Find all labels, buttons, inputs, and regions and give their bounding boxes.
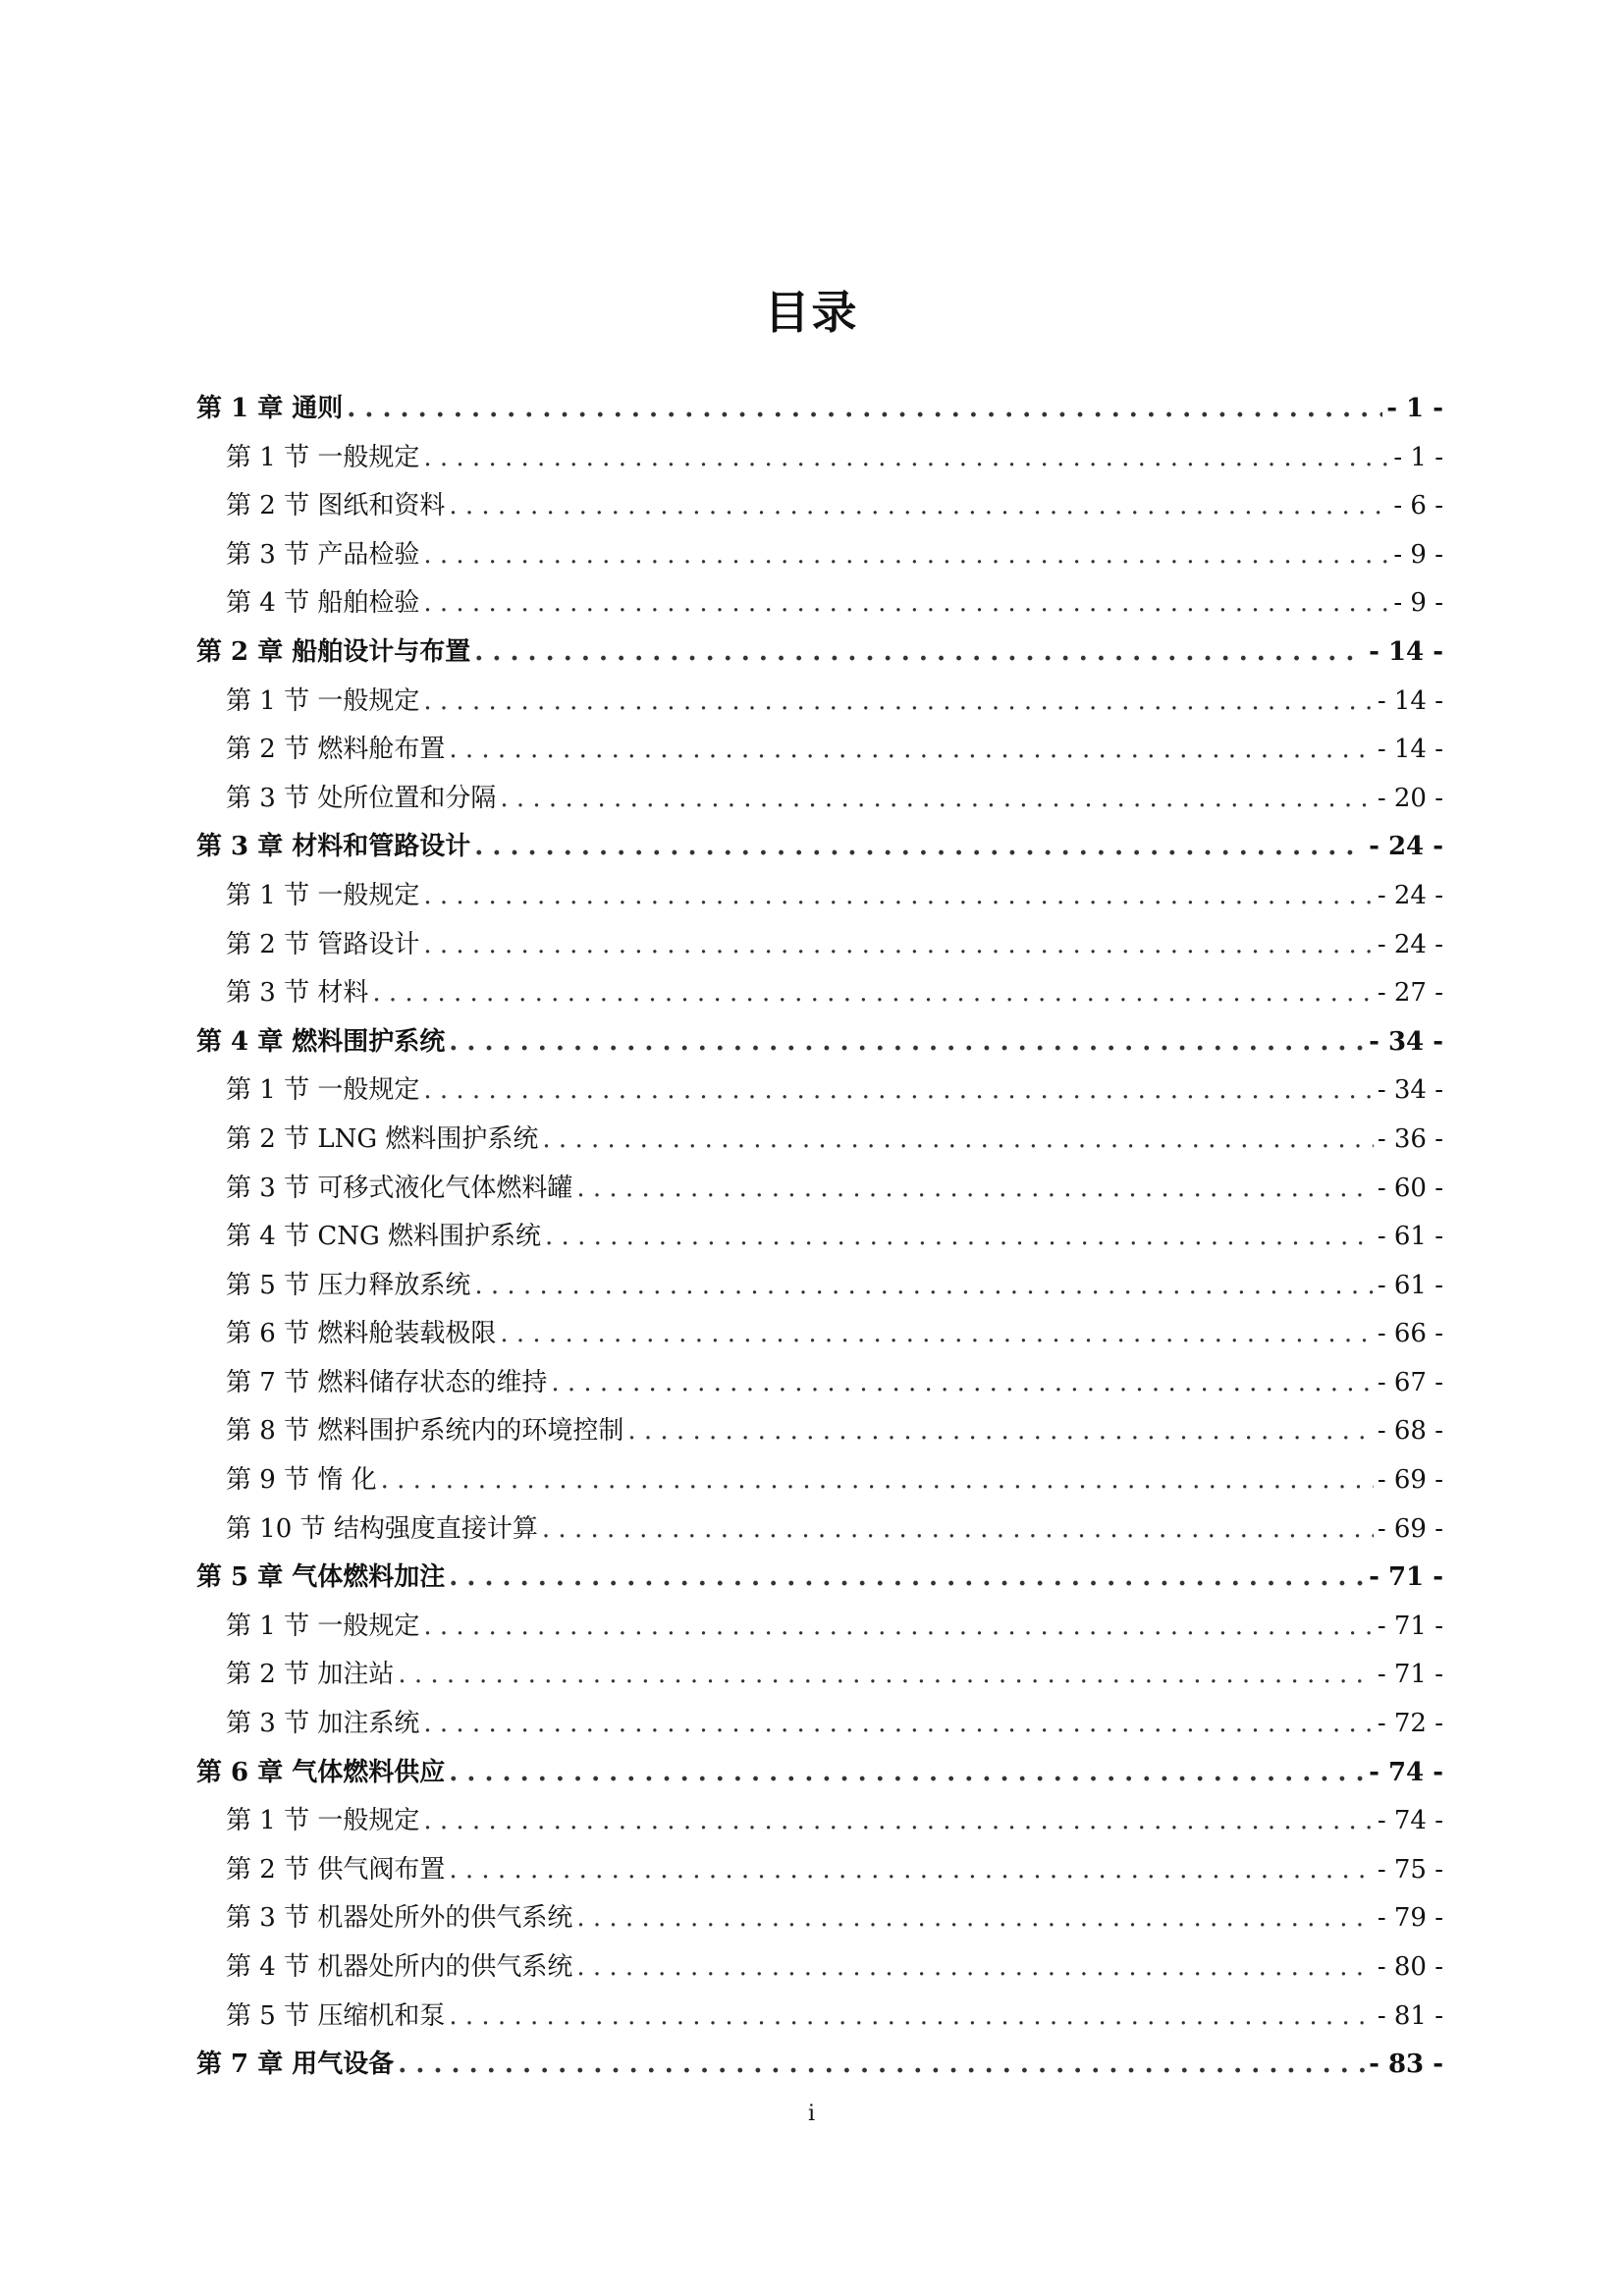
toc-section-entry[interactable]	[196, 1700, 1443, 1749]
toc-dot-leader	[423, 579, 1389, 629]
toc-dot-leader	[423, 531, 1389, 580]
toc-section-entry[interactable]	[196, 1603, 1443, 1652]
toc-entry-page: - 83 -	[1369, 2050, 1443, 2080]
toc-entry-page: - 1 -	[1393, 442, 1443, 472]
toc-entry-page: - 74 -	[1369, 1757, 1443, 1787]
toc-entry-label: 第 2 节 燃料舱布置	[226, 735, 446, 765]
toc-entry-label: 第 4 节 船舶检验	[226, 588, 420, 619]
toc-dot-leader	[449, 1846, 1373, 1895]
toc-dot-leader	[398, 2041, 1365, 2090]
toc-entry-page: - 9 -	[1393, 588, 1443, 619]
toc-entry-label: 第 1 节 一般规定	[226, 1075, 420, 1106]
toc-dot-leader	[542, 1505, 1374, 1555]
toc-entry-page: - 69 -	[1377, 1513, 1443, 1544]
toc-entry-page: - 6 -	[1393, 491, 1443, 521]
toc-entry-page: - 9 -	[1393, 539, 1443, 570]
toc-entry-label: 第 3 节 可移式液化气体燃料罐	[226, 1173, 573, 1203]
toc-entry-page: - 68 -	[1377, 1416, 1443, 1447]
toc-section-entry[interactable]	[196, 1165, 1443, 1214]
toc-section-entry[interactable]	[196, 775, 1443, 824]
toc-entry-page: - 14 -	[1369, 636, 1443, 667]
toc-entry-label: 第 4 章 燃料围护系统	[196, 1026, 446, 1057]
toc-entry-label: 第 2 章 船舶设计与布置	[196, 636, 471, 667]
toc-entry-label: 第 1 节 一般规定	[226, 1611, 420, 1641]
toc-dot-leader	[449, 1018, 1365, 1067]
toc-dot-leader	[423, 1066, 1373, 1116]
toc-section-entry[interactable]	[196, 1262, 1443, 1311]
toc-dot-leader	[474, 1262, 1373, 1311]
toc-entry-page: - 71 -	[1369, 1562, 1443, 1593]
toc-entry-label: 第 7 章 用气设备	[196, 2050, 395, 2080]
toc-dot-leader	[449, 1749, 1365, 1798]
toc-section-entry[interactable]	[196, 921, 1443, 970]
toc-entry-page: - 61 -	[1377, 1270, 1443, 1300]
toc-entry-label: 第 6 章 气体燃料供应	[196, 1757, 446, 1787]
toc-entry-page: - 36 -	[1377, 1123, 1443, 1154]
toc-entry-page: - 20 -	[1377, 783, 1443, 813]
toc-dot-leader	[372, 969, 1373, 1018]
toc-section-entry[interactable]	[196, 1213, 1443, 1262]
toc-dot-leader	[576, 1943, 1373, 1993]
toc-entry-label: 第 2 节 管路设计	[226, 929, 420, 959]
toc-entry-label: 第 3 节 材料	[226, 978, 369, 1009]
toc-section-entry[interactable]	[196, 872, 1443, 921]
toc-entry-label: 第 1 节 一般规定	[226, 442, 420, 472]
toc-entry-page: - 71 -	[1377, 1611, 1443, 1641]
toc-chapter-entry[interactable]	[196, 1554, 1443, 1603]
toc-dot-leader	[474, 629, 1365, 678]
toc-entry-page: - 14 -	[1377, 735, 1443, 765]
page-title: 目录	[764, 286, 859, 339]
toc-entry-label: 第 1 节 一般规定	[226, 685, 420, 716]
toc-chapter-entry[interactable]	[196, 1749, 1443, 1798]
toc-section-entry[interactable]	[196, 531, 1443, 580]
toc-entry-page: - 71 -	[1377, 1660, 1443, 1690]
toc-entry-label: 第 3 章 材料和管路设计	[196, 832, 471, 862]
toc-dot-leader	[381, 1456, 1374, 1505]
toc-entry-label: 第 6 节 燃料舱装载极限	[226, 1319, 497, 1349]
toc-dot-leader	[576, 1165, 1373, 1214]
toc-section-entry[interactable]	[196, 1993, 1443, 2042]
toc-entry-label: 第 3 节 处所位置和分隔	[226, 783, 497, 813]
toc-entry-page: - 67 -	[1377, 1367, 1443, 1397]
toc-entry-label: 第 9 节 惰 化	[226, 1465, 377, 1496]
toc-entry-page: - 27 -	[1377, 978, 1443, 1009]
toc-section-entry[interactable]	[196, 434, 1443, 483]
toc-entry-page: - 60 -	[1377, 1173, 1443, 1203]
toc-dot-leader	[449, 1993, 1373, 2042]
toc-entry-page: - 24 -	[1377, 929, 1443, 959]
toc-section-entry[interactable]	[196, 1505, 1443, 1555]
toc-chapter-entry[interactable]	[196, 385, 1443, 434]
toc-dot-leader	[347, 385, 1382, 434]
toc-entry-label: 第 4 节 CNG 燃料围护系统	[226, 1222, 542, 1252]
toc-entry-page: - 34 -	[1369, 1026, 1443, 1057]
toc-section-entry[interactable]	[196, 1797, 1443, 1846]
toc-entry-page: - 69 -	[1377, 1465, 1443, 1496]
toc-dot-leader	[449, 1554, 1365, 1603]
toc-section-entry[interactable]	[196, 482, 1443, 531]
toc-dot-leader	[500, 1310, 1373, 1359]
toc-dot-leader	[576, 1894, 1373, 1943]
toc-entry-page: - 66 -	[1377, 1319, 1443, 1349]
toc-entry-page: - 1 -	[1386, 394, 1443, 423]
toc-entry-label: 第 2 节 图纸和资料	[226, 491, 446, 521]
toc-dot-leader	[551, 1359, 1373, 1408]
toc-entry-label: 第 1 节 一般规定	[226, 880, 420, 910]
toc-dot-leader	[423, 1700, 1373, 1749]
toc-section-entry[interactable]	[196, 1359, 1443, 1408]
toc-entry-page: - 79 -	[1377, 1903, 1443, 1934]
toc-entry-label: 第 5 章 气体燃料加注	[196, 1562, 446, 1593]
toc-section-entry[interactable]	[196, 726, 1443, 775]
toc-dot-leader	[449, 482, 1389, 531]
toc-dot-leader	[423, 678, 1373, 727]
toc-entry-label: 第 2 节 LNG 燃料围护系统	[226, 1123, 539, 1154]
toc-section-entry[interactable]	[196, 969, 1443, 1018]
toc-dot-leader	[423, 1603, 1373, 1652]
toc-entry-label: 第 2 节 加注站	[226, 1660, 395, 1690]
toc-section-entry[interactable]	[196, 579, 1443, 629]
toc-entry-label: 第 10 节 结构强度直接计算	[226, 1513, 538, 1544]
toc-section-entry[interactable]	[196, 1943, 1443, 1993]
toc-section-entry[interactable]	[196, 1651, 1443, 1700]
toc-entry-label: 第 3 节 机器处所外的供气系统	[226, 1903, 573, 1934]
toc-entry-label: 第 1 节 一般规定	[226, 1806, 420, 1836]
toc-entry-label: 第 3 节 产品检验	[226, 539, 420, 570]
toc-section-entry[interactable]	[196, 1310, 1443, 1359]
toc-entry-page: - 74 -	[1377, 1806, 1443, 1836]
toc-dot-leader	[449, 726, 1373, 775]
toc-chapter-entry[interactable]	[196, 1018, 1443, 1067]
toc-entry-label: 第 5 节 压力释放系统	[226, 1270, 471, 1300]
toc-entry-label: 第 8 节 燃料围护系统内的环境控制	[226, 1416, 624, 1447]
toc-entry-label: 第 1 章 通则	[196, 394, 344, 423]
toc-dot-leader	[423, 434, 1389, 483]
toc-section-entry[interactable]	[196, 678, 1443, 727]
page-number: i	[807, 2102, 816, 2126]
toc-chapter-entry[interactable]	[196, 2041, 1443, 2090]
toc-section-entry[interactable]	[196, 1894, 1443, 1943]
toc-dot-leader	[545, 1213, 1374, 1262]
toc-entry-page: - 34 -	[1377, 1075, 1443, 1106]
toc-dot-leader	[423, 921, 1373, 970]
toc-section-entry[interactable]	[196, 1066, 1443, 1116]
toc-entry-label: 第 2 节 供气阀布置	[226, 1854, 446, 1885]
toc-dot-leader	[423, 872, 1373, 921]
toc-dot-leader	[500, 775, 1373, 824]
toc-dot-leader	[627, 1407, 1373, 1456]
table-of-contents	[196, 385, 1443, 2090]
toc-entry-page: - 24 -	[1377, 880, 1443, 910]
toc-section-entry[interactable]	[196, 1846, 1443, 1895]
toc-entry-page: - 81 -	[1377, 2000, 1443, 2031]
toc-dot-leader	[398, 1651, 1373, 1700]
toc-entry-label: 第 7 节 燃料储存状态的维持	[226, 1367, 548, 1397]
toc-entry-label: 第 3 节 加注系统	[226, 1709, 420, 1739]
toc-dot-leader	[423, 1797, 1373, 1846]
toc-entry-page: - 72 -	[1377, 1709, 1443, 1739]
toc-section-entry[interactable]	[196, 1456, 1443, 1505]
toc-chapter-entry[interactable]	[196, 629, 1443, 678]
toc-entry-label: 第 4 节 机器处所内的供气系统	[226, 1952, 573, 1982]
toc-section-entry[interactable]	[196, 1407, 1443, 1456]
toc-entry-page: - 61 -	[1377, 1222, 1443, 1252]
toc-section-entry[interactable]	[196, 1116, 1443, 1165]
toc-entry-page: - 75 -	[1377, 1854, 1443, 1885]
toc-chapter-entry[interactable]	[196, 823, 1443, 872]
toc-entry-page: - 14 -	[1377, 685, 1443, 716]
toc-dot-leader	[542, 1116, 1373, 1165]
toc-entry-page: - 80 -	[1377, 1952, 1443, 1982]
toc-entry-label: 第 5 节 压缩机和泵	[226, 2000, 446, 2031]
toc-dot-leader	[474, 823, 1365, 872]
toc-entry-page: - 24 -	[1369, 832, 1443, 862]
